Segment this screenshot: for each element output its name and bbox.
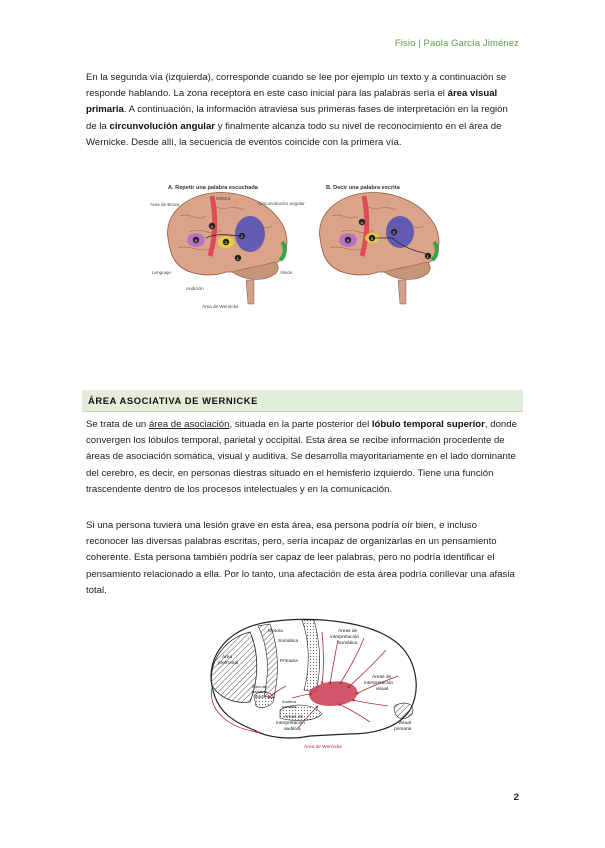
panel-a-title: A. Repetir una palabra escuchada	[168, 185, 258, 191]
text-run: y finalmente alcanza todo su nivel de reconocimiento en el área de Wernicke. Desde allí, la secuencia de eventos coincide con la primera vía.	[86, 120, 502, 148]
label-interp-auditiva-3: auditiva	[284, 727, 301, 732]
cortical-areas-diagram	[198, 610, 430, 752]
page-number: 2	[513, 792, 519, 803]
bold-term-temporal-lobe: lóbulo temporal superior	[371, 419, 485, 430]
brain-pathways-figure	[150, 176, 446, 326]
label-interp-somatica-2: interpretación	[330, 635, 360, 640]
label-circunvolucion: Circunvolución angular	[258, 201, 305, 206]
label-auditiva-1: Auditiva	[282, 699, 297, 704]
label-habla-1: Área del	[252, 684, 267, 689]
label-motora: Motora	[268, 629, 283, 634]
text-run: En la segunda vía (izquierda), corresponde cuando se lee por ejemplo un texto y a continuación se responde hablando. La zona receptora en este caso inicial para las palabras sería el	[86, 72, 507, 100]
label-wernicke-a: Área de Wernicke	[202, 304, 239, 309]
paragraph-wernicke-definition	[86, 417, 518, 498]
label-interp-somatica-3: somática	[338, 641, 358, 646]
label-interp-somatica-1: Áreas de	[338, 629, 358, 634]
paragraph-wernicke-lesion: Si una persona tuviera una lesión grave en esta área, esa persona podría oír bien, e incluso reconocer las diversas palabras escritas, pero, sería incapaz de organizarlas en un pensamiento coherente. Esta persona también podría ser capaz de leer palabras, pero no podría identificar el pensamiento relacionado a ella. Por lo tanto, una afectación de esta área podría conllevar una afasia total.	[86, 520, 515, 596]
label-lenguaje: Lenguaje	[152, 270, 171, 275]
label-habla-3: Broca	[255, 694, 266, 699]
label-interp-visual-1: Áreas de	[372, 675, 392, 680]
label-primaria: Primaria	[280, 659, 298, 664]
label-prefrontal-2: prefrontal	[218, 661, 239, 666]
paragraph-second-pathway	[86, 70, 518, 151]
text-run: , donde convergen los lóbulos temporal, parietal y occipital. Esta área se recibe información procedente de áreas de asociación somática, visual y auditiva. Se desarrolla mayoritariamente en el lado dominante del cerebro, es decir, en personas diestras situado en el hemisferio izquierdo. Tiene una función trascendente dentro de los procesos intelectuales y en la comunicación.	[86, 419, 517, 495]
text-run: . A continuación, la información atraviesa sus primeras fases de interpretación en la región de la	[86, 104, 508, 132]
svg-text:3: 3	[224, 240, 227, 245]
label-visual-1: Visual	[398, 721, 411, 726]
label-wernicke: Área de Wernicke	[304, 745, 343, 750]
label-interp-auditiva-1: Áreas de	[284, 715, 304, 720]
svg-text:4: 4	[210, 224, 213, 229]
section-heading-bar	[82, 390, 523, 412]
page-header: Fisio | Paola García Jiménez	[394, 38, 519, 49]
svg-text:4: 4	[360, 220, 363, 225]
label-auditiva-2: primaria	[282, 704, 297, 709]
label-prefrontal-1: Área	[222, 655, 233, 660]
svg-text:5: 5	[194, 238, 197, 243]
text-run: , situada en la parte posterior del	[229, 419, 372, 430]
underlined-term: área de asociación	[148, 419, 230, 430]
section-title: ÁREA ASOCIATIVA DE WERNICKE	[88, 395, 259, 406]
svg-text:3: 3	[370, 236, 373, 241]
panel-b-title: B. Decir una palabra escrita	[326, 185, 400, 191]
label-visual-2: primaria	[394, 727, 412, 732]
svg-text:2: 2	[240, 234, 243, 239]
label-motora-a: Motora	[216, 196, 231, 201]
brain-b	[319, 193, 438, 304]
label-vision: Visión	[280, 270, 293, 275]
label-audicion: Audición	[186, 286, 204, 291]
label-interp-auditiva-2: interpretación	[276, 721, 306, 726]
svg-text:1: 1	[236, 256, 239, 261]
bold-term-visual-area: área visual primaria	[86, 88, 498, 116]
label-interp-visual-3: visual	[376, 687, 389, 692]
text-run: Se trata de un	[86, 419, 149, 430]
label-broca-a: Área de Broca	[150, 202, 180, 207]
svg-text:2: 2	[392, 230, 395, 235]
svg-text:5: 5	[346, 238, 349, 243]
label-somatica: Somática	[278, 639, 298, 644]
label-interp-visual-2: interpretación	[364, 681, 394, 686]
bold-term-angular-gyrus: circunvolución angular	[109, 120, 216, 132]
svg-text:1: 1	[426, 254, 429, 259]
label-habla-2: habla de	[252, 689, 268, 694]
